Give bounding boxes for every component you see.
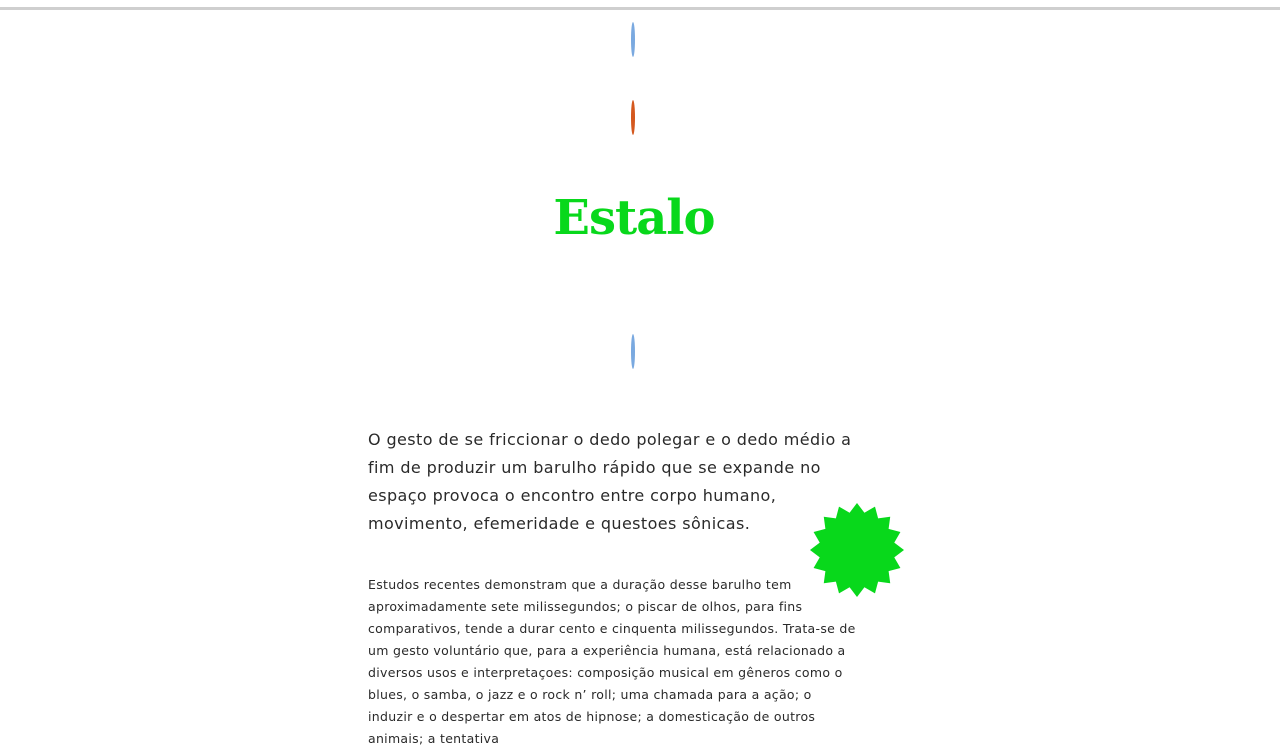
blue-dash-icon — [631, 334, 635, 369]
orange-dash-icon — [631, 100, 635, 135]
intro-paragraph: O gesto de se friccionar o dedo polegar e o dedo médio a fim de produzir um barulho rápido que se expande no espaço provoca o encontro entre corpo humano, movimento, efemeridade e questoes sônicas. — [368, 430, 852, 533]
page-title: Estalo — [553, 190, 715, 246]
top-divider — [0, 7, 1280, 10]
blue-dash-icon — [631, 22, 635, 57]
body-paragraph: Estudos recentes demonstram que a duração desse barulho tem aproximadamente sete milissegundos; o piscar de olhos, para fins comparativos, tende a durar cento e cinquenta milissegundos. Trata-se de um gesto voluntário que, para a experiência humana, está relacionado a diversos usos e interpretaçoes: composição musical em gêneros como o blues, o samba, o jazz e o rock n’ roll; uma chamada para a ação; o induzir e o despertar em atos de hipnose; a domesticação de outros animais; a tentativa — [368, 577, 856, 746]
